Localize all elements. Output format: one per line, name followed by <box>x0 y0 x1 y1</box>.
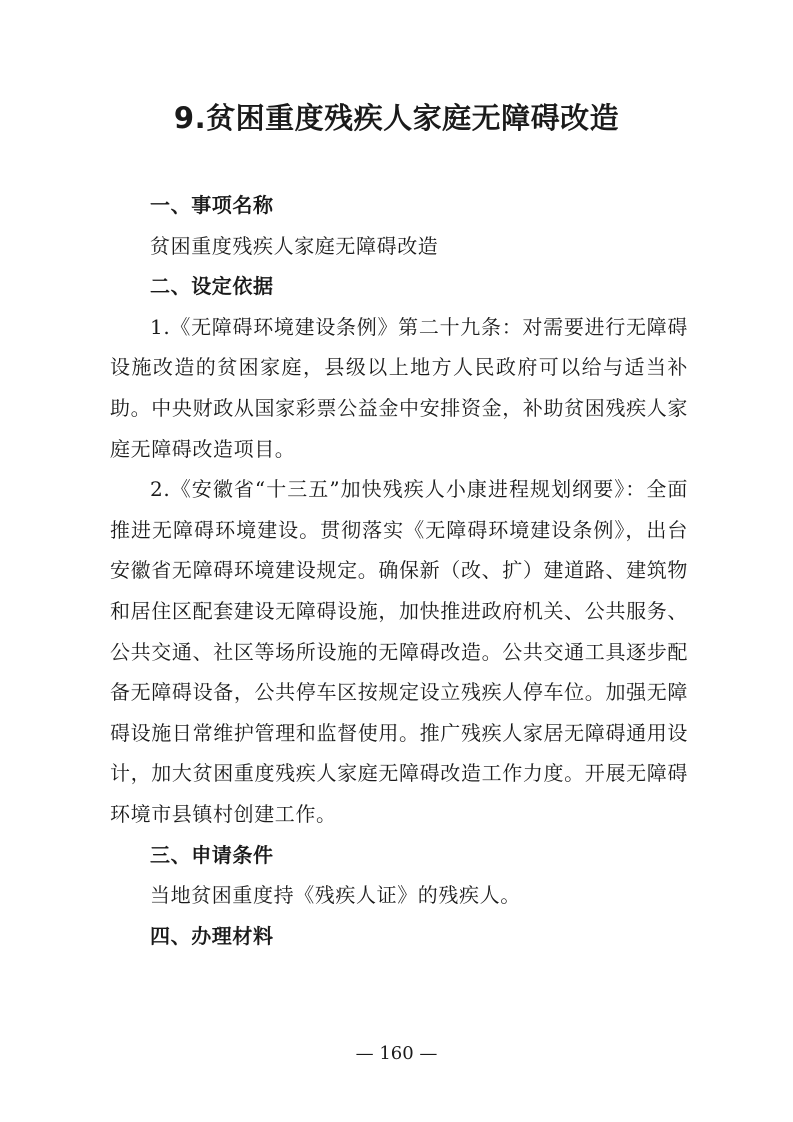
legal-basis-paragraph-2: 2.《安徽省“十三五”加快残疾人小康进程规划纲要》：全面推进无障碍环境建设。贯彻落实《无障碍环境建设条例》，出台安徽省无障碍环境建设规定。确保新（改、扩）建道路、建筑物和居住区配套建设无障碍设施，加快推进政府机关、公共服务、公共交通、社区等场所设施的无障碍改造。公共交通工具逐步配备无障碍设备，公共停车区按规定设立残疾人停车位。加强无障碍设施日常维护管理和监督使用。推广残疾人家居无障碍通用设计，加大贫困重度残疾人家庭无障碍改造工作力度。开展无障碍环境市县镇村创建工作。 <box>110 477 688 826</box>
section-heading-application-conditions: 三、申请条件 <box>150 842 274 867</box>
item-name-paragraph: 贫困重度残疾人家庭无障碍改造 <box>150 233 439 258</box>
page-number: — 160 — <box>355 1043 438 1064</box>
application-conditions-paragraph: 当地贫困重度持《残疾人证》的残疾人。 <box>150 883 521 908</box>
legal-basis-paragraph-1: 1.《无障碍环境建设条例》第二十九条：对需要进行无障碍设施改造的贫困家庭，县级以上地方人民政府可以给与适当补助。中央财政从国家彩票公益金中安排资金，补助贫困残疾人家庭无障碍改造项目。 <box>110 314 688 461</box>
page-title: 9.贫困重度残疾人家庭无障碍改造 <box>173 101 620 135</box>
document-body <box>110 185 688 956</box>
section-heading-required-materials: 四、办理材料 <box>150 923 274 948</box>
section-heading-legal-basis: 二、设定依据 <box>150 274 274 299</box>
section-heading-item-name: 一、事项名称 <box>150 193 274 217</box>
